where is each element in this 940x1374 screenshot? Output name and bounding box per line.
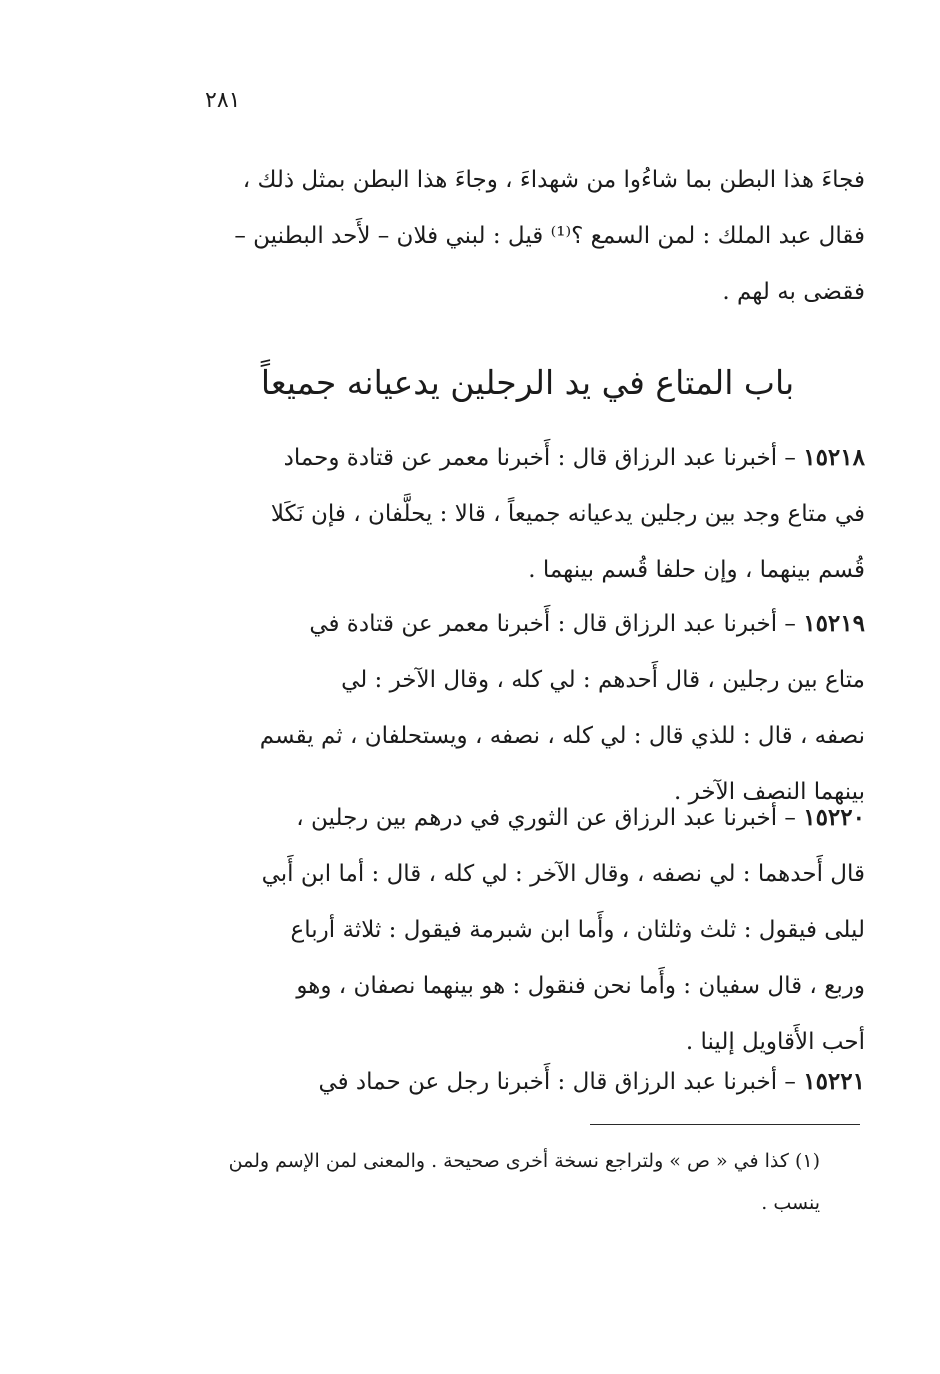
hadith-number: ١٥٢٢٠ xyxy=(803,804,865,831)
paragraph-text: – أخبرنا عبد الرزاق قال : أَخبرنا معمر عن قتادة وحماد xyxy=(283,445,796,471)
paragraph-line xyxy=(190,430,865,486)
paragraph-line: فقال عبد الملك : لمن السمع ؟⁽¹⁾ قيل : لبني فلان – لأَحد البطنين – xyxy=(234,223,865,249)
hadith-number: ١٥٢١٨ xyxy=(803,444,865,471)
hadith-paragraph xyxy=(190,430,865,598)
paragraph-line: فقضى به لهم . xyxy=(722,279,865,305)
paragraph-line: قال أَحدهما : لي نصفه ، وقال الآخر : لي كله ، قال : أما ابن أَبي xyxy=(261,861,865,887)
paragraph-line xyxy=(190,596,865,652)
paragraph-line xyxy=(190,1054,865,1110)
hadith-paragraph xyxy=(190,596,865,820)
hadith-number: ١٥٢٢١ xyxy=(803,1068,865,1095)
paragraph-line: في متاع وجد بين رجلين يدعيانه جميعاً ، قالا : يحلَّفان ، فإن نَكَلا xyxy=(270,501,865,527)
footnote xyxy=(190,1140,820,1224)
footnote-line: (١) كذا في « ص » ولتراجع نسخة أخرى صحيحة . والمعنى لمن الإسم ولمن xyxy=(228,1150,820,1172)
hadith-number: ١٥٢١٩ xyxy=(803,610,865,637)
hadith-paragraph xyxy=(190,790,865,1070)
page-number: ٢٨١ xyxy=(205,88,241,113)
chapter-heading: باب المتاع في يد الرجلين يدعيانه جميعاً xyxy=(260,363,795,402)
paragraph-line: متاع بين رجلين ، قال أَحدهم : لي كله ، وقال الآخر : لي xyxy=(341,667,865,693)
paragraph-line: نصفه ، قال : للذي قال : لي كله ، نصفه ، ويستحلفان ، ثم يقسم xyxy=(259,723,865,749)
paragraph-text: – أخبرنا عبد الرزاق قال : أَخبرنا رجل عن حماد في xyxy=(318,1069,796,1095)
paragraph-line: أحب الأَقاويل إلينا . xyxy=(685,1029,865,1055)
footnote-divider xyxy=(590,1124,860,1125)
paragraph-line: ليلى فيقول : ثلث وثلثان ، وأَما ابن شبرمة فيقول : ثلاثة أرباع xyxy=(290,917,865,943)
hadith-paragraph xyxy=(190,1054,865,1110)
footnote-line: ينسب . xyxy=(761,1192,820,1214)
paragraph-line xyxy=(190,790,865,846)
paragraph-text: – أخبرنا عبد الرزاق قال : أَخبرنا معمر عن قتادة في xyxy=(309,611,796,637)
paragraph-line: فجاءَ هذا البطن بما شاءُوا من شهداءَ ، وجاءَ هذا البطن بمثل ذلك ، xyxy=(242,167,865,193)
intro-paragraph xyxy=(190,152,865,320)
paragraph-line: وربع ، قال سفيان : وأَما نحن فنقول : هو بينهما نصفان ، وهو xyxy=(296,973,865,999)
paragraph-line: بينهما النصف الآخر . xyxy=(674,779,865,805)
paragraph-line: قُسم بينهما ، وإن حلفا قُسم بينهما . xyxy=(528,557,865,583)
paragraph-text: – أخبرنا عبد الرزاق عن الثوري في درهم بين رجلين ، xyxy=(296,805,796,831)
